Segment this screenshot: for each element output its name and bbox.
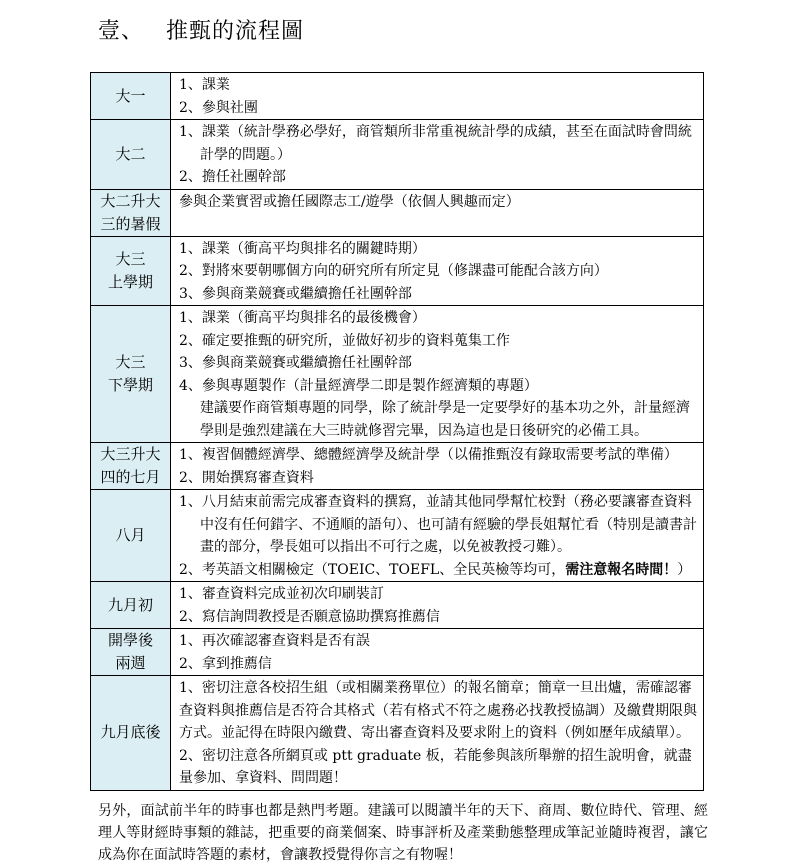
table-row: [91, 629, 704, 676]
stage-cell: [91, 236, 171, 306]
stage-label: 九月初: [107, 595, 153, 614]
item-text: 1、課業（統計學務必學好，商管類所非常重視統計學的成績，甚至在面試時會問統計學的問題。）: [179, 124, 692, 163]
item-text: 1、課業（衝高平均與排名的關鍵時期）: [179, 240, 426, 257]
list-item: [179, 630, 697, 653]
item-text-end: ）: [677, 561, 692, 578]
table-row: [91, 73, 704, 120]
item-text: 1、複習個體經濟學、總體經濟學及統計學（以備推甄沒有錄取需要考試的準備）: [179, 447, 678, 463]
list-item: [179, 74, 697, 97]
content-cell: [171, 629, 704, 676]
item-text: 1、再次確認審查資料是否有誤: [179, 633, 370, 649]
item-text: 2、確定要推甄的研究所，並做好初步的資料蒐集工作: [179, 332, 510, 349]
table-row: [91, 443, 704, 490]
content-cell: [171, 236, 704, 306]
item-text: 1、審查資料完成並初次印刷裝訂: [179, 586, 384, 602]
item-text: 2、寫信詢問教授是否願意協助撰寫推薦信: [179, 608, 440, 625]
stage-cell: [91, 582, 171, 629]
stage-label: 三的暑假: [100, 214, 161, 233]
list-item: [179, 375, 697, 398]
content-cell: [171, 120, 704, 190]
content-cell: [171, 306, 704, 443]
stage-cell: [91, 73, 171, 120]
content-cell: [171, 443, 704, 490]
list-item: [179, 606, 697, 629]
content-cell: [171, 676, 704, 791]
item-text: 2、對將來要朝哪個方向的研究所有所定見（修課盡可能配合該方向）: [179, 263, 608, 279]
list-item: [179, 397, 697, 442]
stage-cell: [91, 306, 171, 443]
stage-cell: [91, 120, 171, 190]
list-item: [179, 121, 697, 166]
item-text: 1、八月結束前需完成審查資料的撰寫，並請其他同學幫忙校對（務必要讓審查資料中沒有任何錯字、不通順的語句）、也可請有經驗的學長姐幫忙看（特別是讀書計畫的部分，學長姐可以指出不可行之處，以免被教授刁難）。: [179, 494, 697, 555]
list-item: [179, 330, 697, 353]
item-text: 3、參與商業競賽或繼續擔任社團幹部: [179, 355, 412, 371]
item-text: 1、課業: [179, 77, 230, 93]
stage-cell: [91, 676, 171, 791]
item-text: 2、密切注意各所網頁或 ptt graduate 板，若能參與該所舉辦的招生說明會，就盡量參加、拿資料、問問題！: [179, 747, 692, 786]
list-item: [179, 559, 697, 582]
stage-label: 大三: [115, 353, 146, 371]
table-row: [91, 490, 704, 582]
content-cell: [171, 189, 704, 236]
content-cell: [171, 73, 704, 120]
list-item: [179, 283, 697, 306]
table-row: [91, 676, 704, 791]
list-item: [179, 191, 697, 214]
table-row: [91, 582, 704, 629]
list-item: [179, 467, 697, 490]
item-text: 1、密切注意各校招生組（或相關業務單位）的報名簡章；簡章一旦出爐，需確認審查資料與推薦信是否符合其格式（若有格式不符之處務必找教授協調）及繳費期限與方式。並記得在時限內繳費、寄出審查資料及要求附上的資料（例如歷年成績單）。: [179, 680, 697, 741]
item-text: 參與企業實習或擔任國際志工/遊學（依個人興趣而定）: [179, 193, 520, 210]
item-text: 1、課業（衝高平均與排名的最後機會）: [179, 310, 426, 326]
item-emphasis: 需注意報名時間！: [565, 561, 678, 578]
stage-cell: [91, 490, 171, 582]
stage-cell: [91, 443, 171, 490]
stage-label: 大二升大: [100, 191, 161, 210]
stage-cell: [91, 629, 171, 676]
stage-label: 大三: [115, 249, 146, 268]
table-row: [91, 236, 704, 306]
process-table: [90, 72, 704, 791]
item-text: 2、擔任社團幹部: [179, 169, 286, 185]
table-row: [91, 120, 704, 190]
item-text: 3、參與商業競賽或繼續擔任社團幹部: [179, 285, 412, 302]
content-cell: [171, 582, 704, 629]
stage-label: 下學期: [107, 376, 153, 394]
item-text: 建議要作商管類專題的同學，除了統計學是一定要學好的基本功之外，計量經濟學則是強烈建議在大三時就修習完畢，因為這也是日後研究的必備工具。: [200, 400, 690, 439]
list-item: [179, 583, 697, 606]
list-item: [179, 166, 697, 189]
list-item: [179, 260, 697, 283]
stage-label: 大三升大: [100, 445, 161, 463]
item-text: 2、考英語文相關檢定（TOEIC、TOEFL、全民英檢等均可，: [179, 561, 566, 578]
footer-paragraph: 另外，面試前半年的時事也都是熱門考題。建議可以閱讀半年的天下、商周、數位時代、管理、經理人等財經時事類的雜誌，把重要的商業個案、時事評析及產業動態整理成筆記並隨時複習，讓它成為你在面試時答題的素材，會讓教授覺得你言之有物喔！: [98, 803, 708, 863]
list-item: [179, 745, 697, 790]
stage-label: 八月: [115, 526, 146, 544]
list-item: [179, 238, 697, 261]
item-text: 2、開始撰寫審查資料: [179, 469, 314, 486]
list-item: [179, 491, 697, 559]
stage-cell: [91, 189, 171, 236]
section-number: 壹、: [98, 19, 145, 44]
stage-label: 大一: [115, 86, 146, 105]
stage-label: 兩週: [115, 654, 146, 672]
list-item: [179, 97, 697, 120]
section-heading: [98, 14, 304, 45]
list-item: [179, 444, 697, 467]
list-item: [179, 653, 697, 676]
stage-label: 大二: [115, 144, 146, 163]
stage-label: 開學後: [107, 631, 153, 649]
section-title: 推甄的流程圖: [166, 19, 305, 44]
stage-label: 上學期: [107, 272, 153, 291]
table-row: [91, 306, 704, 443]
item-text: 2、拿到推薦信: [179, 655, 272, 672]
content-cell: [171, 490, 704, 582]
table-row: [91, 189, 704, 236]
list-item: [179, 677, 697, 745]
item-text: 4、參與專題製作（計量經濟學二即是製作經濟類的專題）: [179, 377, 538, 394]
stage-label: 四的七月: [100, 468, 161, 486]
stage-label: 九月底後: [100, 723, 161, 742]
list-item: [179, 352, 697, 375]
item-text: 2、參與社團: [179, 99, 258, 116]
list-item: [179, 307, 697, 330]
